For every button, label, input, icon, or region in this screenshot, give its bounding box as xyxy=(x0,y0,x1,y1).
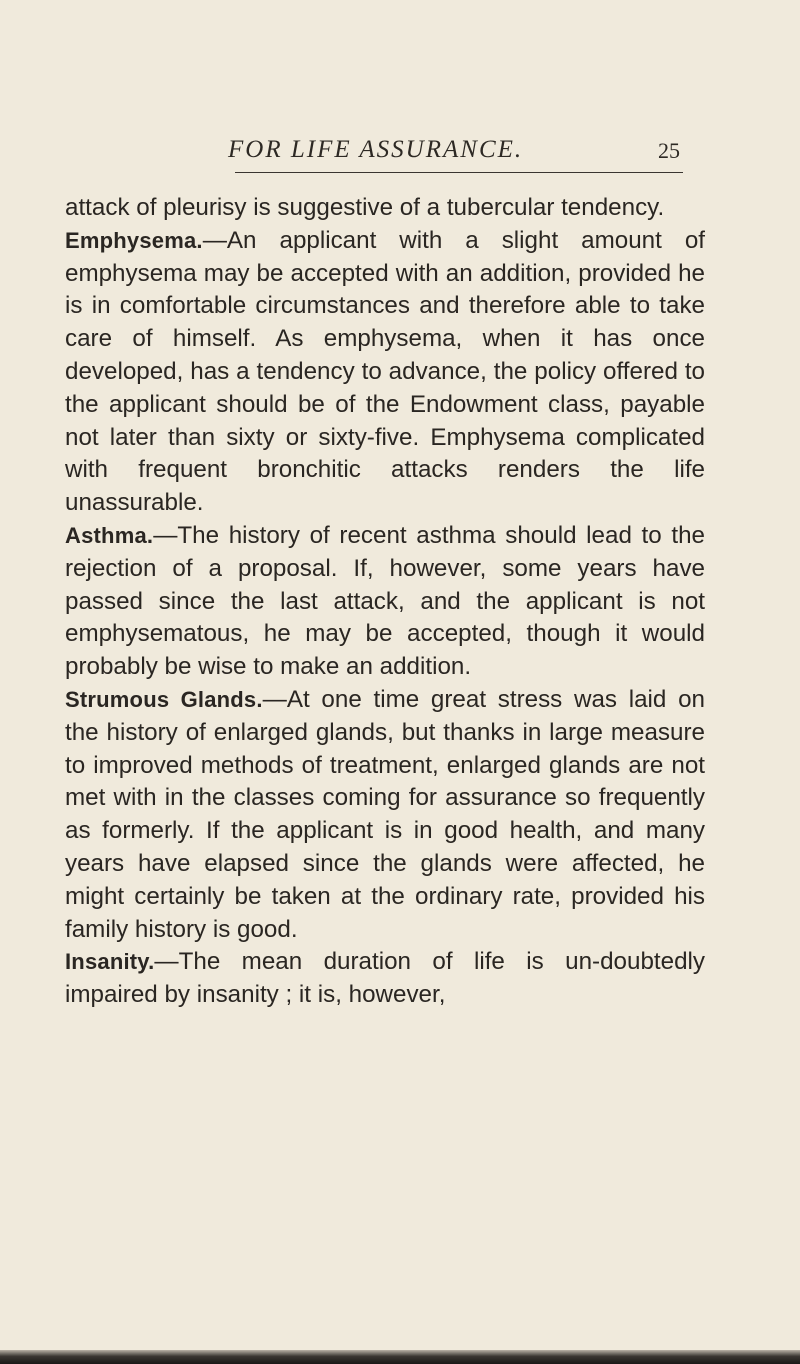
continuation-paragraph: attack of pleurisy is suggestive of a tubercular tendency. xyxy=(65,194,665,221)
entry-text: —The history of recent asthma should lead to the rejection of a proposal. If, however, some years have passed since the last attack, and the applicant is not emphysematous, he may be accepted, though it would probably be wise to make an addition. xyxy=(65,521,705,681)
page-body xyxy=(65,192,705,1012)
entry-heading: Strumous Glands. xyxy=(65,686,263,712)
entry-text: —At one time great stress was laid on the history of enlarged glands, but thanks in large measure to improved methods of treatment, enlarged glands are not met with in the classes coming for assurance so frequently as formerly. If the applicant is in good health, and many years have elapsed since the glands were affected, he might certainly be taken at the ordinary rate, provided his family history is good. xyxy=(65,685,705,943)
paragraph-insanity xyxy=(65,946,705,1012)
entry-text: —The mean duration of life is un-doubtedly impaired by insanity ; it is, however, xyxy=(65,948,705,1009)
header-rule xyxy=(235,172,683,173)
entry-heading: Emphysema. xyxy=(65,227,203,253)
entry-heading: Insanity. xyxy=(65,949,155,975)
paragraph-asthma xyxy=(65,520,705,684)
page-number: 25 xyxy=(658,138,680,163)
running-head: FOR LIFE ASSURANCE. xyxy=(228,136,524,163)
entry-text: —An applicant with a slight amount of emphysema may be accepted with an addition, provided he is in comfortable circumstances and therefore able to take care of himself. As emphysema, when it has once developed, has a tendency to advance, the policy offered to the applicant should be of the Endowment class, payable not later than sixty or sixty-five. Emphysema complicated with frequent bronchitic attacks renders the life unassurable. xyxy=(65,226,705,517)
paragraph-emphysema xyxy=(65,225,705,520)
page-header xyxy=(140,136,680,166)
entry-heading: Asthma. xyxy=(65,522,154,548)
scan-edge-band xyxy=(0,1350,800,1364)
paragraph-strumous-glands xyxy=(65,684,705,946)
